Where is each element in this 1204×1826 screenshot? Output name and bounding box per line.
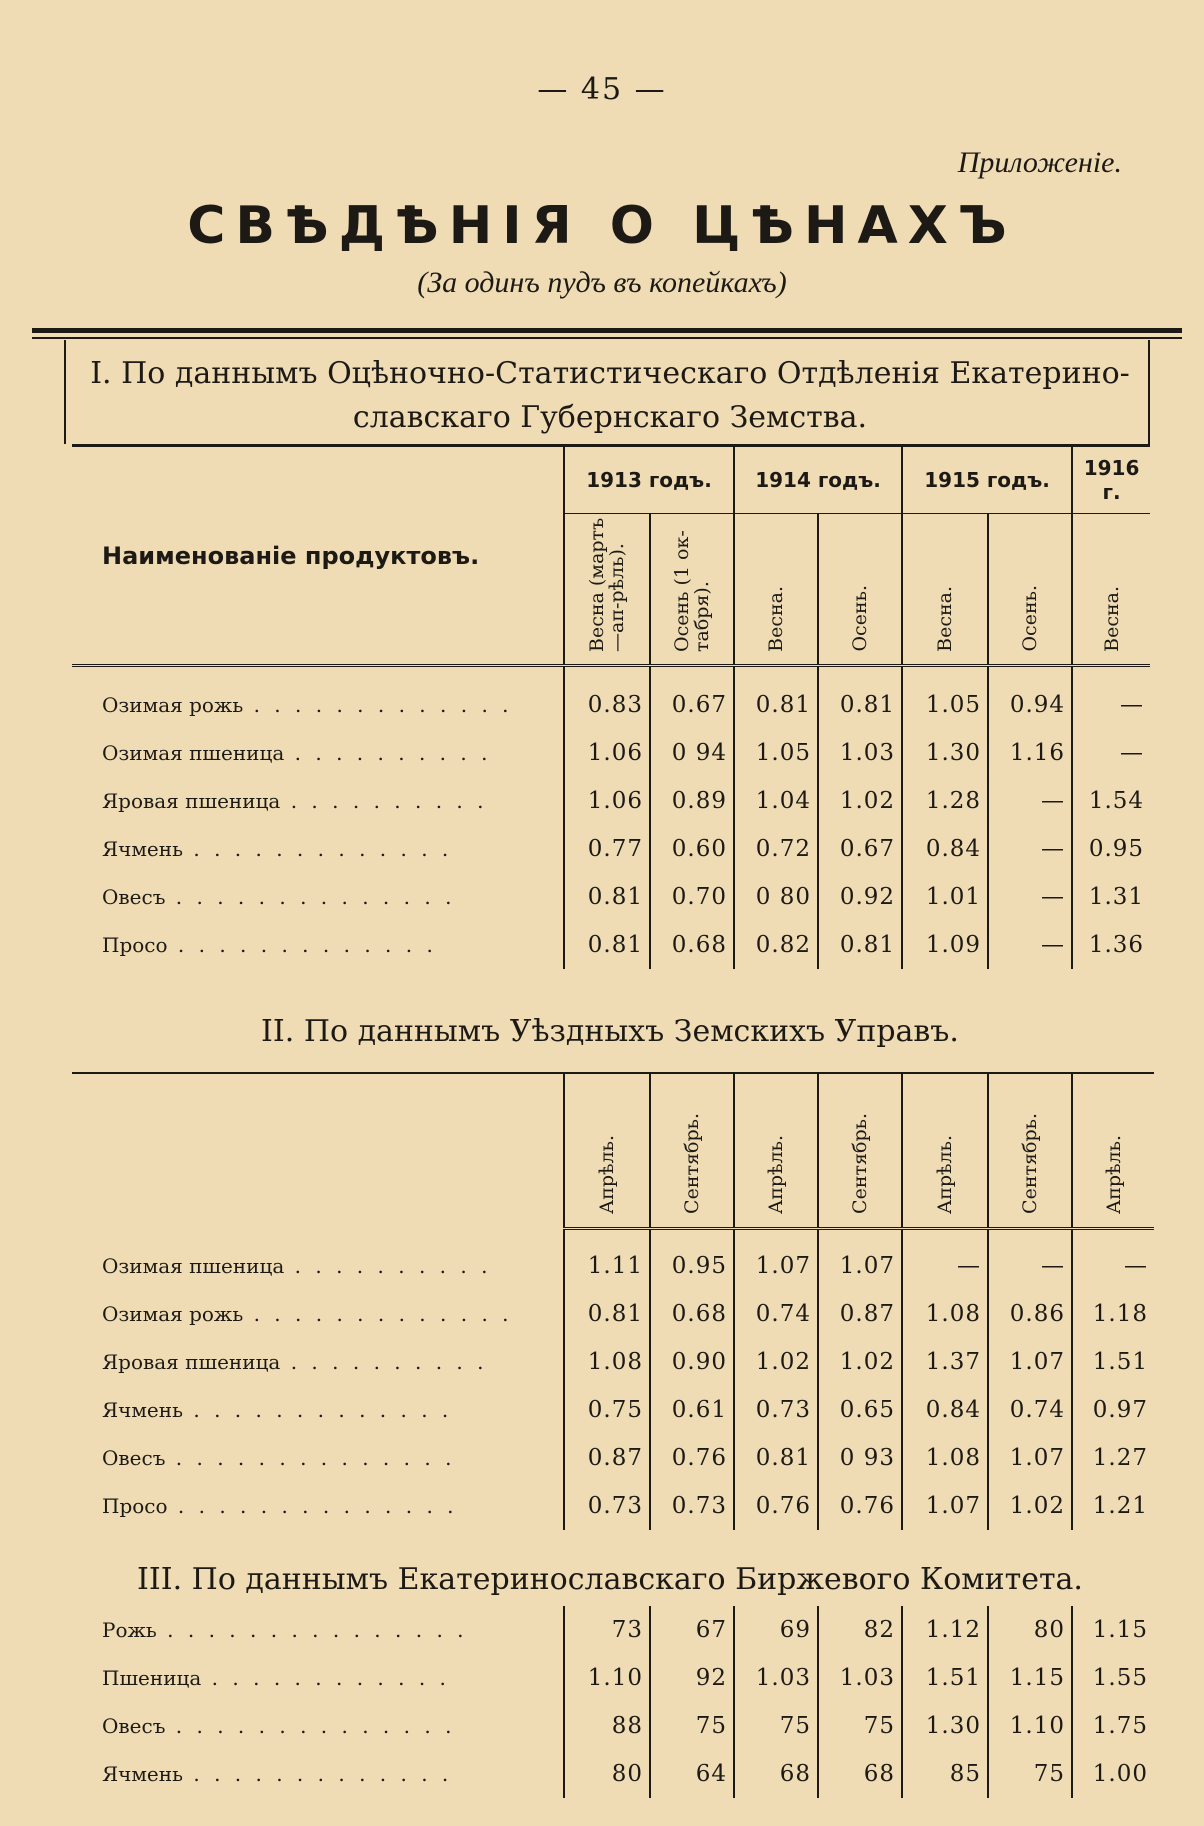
price-cell: 1.02 xyxy=(818,777,902,825)
price-cell: 0.75 xyxy=(564,1386,650,1434)
price-cell: 0.95 xyxy=(650,1242,734,1290)
price-cell: 0.90 xyxy=(650,1338,734,1386)
price-cell: — xyxy=(988,873,1072,921)
col-header: Осень. xyxy=(988,514,1072,666)
price-cell: 1.07 xyxy=(818,1242,902,1290)
price-cell: 1.27 xyxy=(1072,1434,1154,1482)
price-cell: 80 xyxy=(988,1606,1072,1654)
price-cell: 1.07 xyxy=(988,1338,1072,1386)
col-header: Весна. xyxy=(1072,514,1150,666)
top-rule xyxy=(32,328,1182,333)
price-cell: 1.10 xyxy=(988,1702,1072,1750)
price-cell: 1.07 xyxy=(734,1242,818,1290)
price-cell: 1.55 xyxy=(1072,1654,1154,1702)
product-name: Рожь . . . . . . . . . . . . . . . xyxy=(102,1618,468,1642)
price-cell: 0.81 xyxy=(564,1290,650,1338)
section1-title-line2: славскаго Губернскаго Земства. xyxy=(352,400,868,435)
price-cell: 0.81 xyxy=(734,681,818,729)
price-cell: 1.08 xyxy=(564,1338,650,1386)
appendix-label: Приложеніе. xyxy=(957,146,1122,179)
table-row xyxy=(72,1338,1154,1386)
blank-header-cell xyxy=(72,1073,564,1228)
price-cell: 0.76 xyxy=(650,1434,734,1482)
price-cell: 1.03 xyxy=(818,729,902,777)
price-cell: 0.92 xyxy=(818,873,902,921)
price-cell: 75 xyxy=(650,1702,734,1750)
product-name: Овесъ . . . . . . . . . . . . . . xyxy=(102,1446,456,1470)
price-cell: 0.74 xyxy=(734,1290,818,1338)
price-cell: 0.81 xyxy=(734,1434,818,1482)
price-cell: 1.51 xyxy=(902,1654,988,1702)
price-cell: 0.84 xyxy=(902,825,988,873)
price-cell: 1.21 xyxy=(1072,1482,1154,1530)
frame-left xyxy=(64,340,66,444)
price-cell: 1.08 xyxy=(902,1434,988,1482)
product-column-header: Наименованіе продуктовъ. xyxy=(72,446,564,666)
price-cell: 0.82 xyxy=(734,921,818,969)
price-cell: 0.94 xyxy=(988,681,1072,729)
table-row xyxy=(72,681,1150,729)
price-cell: 0.95 xyxy=(1072,825,1150,873)
price-cell: 0.77 xyxy=(564,825,650,873)
price-cell: 69 xyxy=(734,1606,818,1654)
price-cell: 1.36 xyxy=(1072,921,1150,969)
price-cell: 80 xyxy=(564,1750,650,1798)
year-header-1915: 1915 годъ. xyxy=(902,446,1072,514)
section3-table xyxy=(72,1606,1154,1798)
price-cell: 0 94 xyxy=(650,729,734,777)
price-cell: — xyxy=(988,921,1072,969)
price-cell: 0.87 xyxy=(818,1290,902,1338)
price-cell: 1.15 xyxy=(1072,1606,1154,1654)
section2-table xyxy=(72,1072,1154,1530)
price-cell: 0.61 xyxy=(650,1386,734,1434)
price-cell: 0.65 xyxy=(818,1386,902,1434)
price-cell: 0.68 xyxy=(650,1290,734,1338)
table-row xyxy=(72,1242,1154,1290)
table-row xyxy=(72,1750,1154,1798)
price-cell: — xyxy=(1072,1242,1154,1290)
price-cell: 1.51 xyxy=(1072,1338,1154,1386)
price-cell: 92 xyxy=(650,1654,734,1702)
price-cell: 1.06 xyxy=(564,777,650,825)
price-cell: 68 xyxy=(734,1750,818,1798)
product-name: Пшеница . . . . . . . . . . . . xyxy=(102,1666,450,1690)
page-subtitle: (За одинъ пудъ въ копейкахъ) xyxy=(417,266,787,299)
table-row xyxy=(72,873,1150,921)
col-header: Апрѣль. xyxy=(734,1073,818,1228)
price-cell: 1.07 xyxy=(902,1482,988,1530)
price-cell: 1.03 xyxy=(734,1654,818,1702)
section1-table xyxy=(72,444,1150,969)
col-header: Осень. xyxy=(818,514,902,666)
product-name: Яровая пшеница . . . . . . . . . . xyxy=(102,1350,488,1374)
price-cell: 1.15 xyxy=(988,1654,1072,1702)
price-cell: — xyxy=(988,825,1072,873)
table-row xyxy=(72,1434,1154,1482)
price-cell: 0.97 xyxy=(1072,1386,1154,1434)
price-cell: 0.81 xyxy=(564,873,650,921)
price-cell: 1.02 xyxy=(818,1338,902,1386)
col-header: Апрѣль. xyxy=(902,1073,988,1228)
product-name: Просо . . . . . . . . . . . . . xyxy=(102,933,437,957)
section1-title xyxy=(70,352,1150,440)
price-cell: 75 xyxy=(988,1750,1072,1798)
product-name: Ячмень . . . . . . . . . . . . . xyxy=(102,837,453,861)
price-cell: 1.05 xyxy=(902,681,988,729)
price-cell: 1.01 xyxy=(902,873,988,921)
price-cell: 82 xyxy=(818,1606,902,1654)
price-cell: 75 xyxy=(818,1702,902,1750)
price-cell: — xyxy=(988,1242,1072,1290)
product-name: Яровая пшеница . . . . . . . . . . xyxy=(102,789,488,813)
col-header: Апрѣль. xyxy=(1072,1073,1154,1228)
price-cell: 0.86 xyxy=(988,1290,1072,1338)
price-cell: 0.60 xyxy=(650,825,734,873)
price-cell: 1.16 xyxy=(988,729,1072,777)
product-name: Озимая рожь . . . . . . . . . . . . . xyxy=(102,693,513,717)
table-row xyxy=(72,1290,1154,1338)
table-row xyxy=(72,1702,1154,1750)
price-cell: 0.81 xyxy=(818,681,902,729)
price-cell: 1.08 xyxy=(902,1290,988,1338)
price-cell: 1.75 xyxy=(1072,1702,1154,1750)
price-cell: 1.03 xyxy=(818,1654,902,1702)
table-row xyxy=(72,777,1150,825)
price-cell: 75 xyxy=(734,1702,818,1750)
price-cell: 1.54 xyxy=(1072,777,1150,825)
section2-title: II. По даннымъ Уѣздныхъ Земскихъ Управъ. xyxy=(261,1014,959,1049)
product-name: Ячмень . . . . . . . . . . . . . xyxy=(102,1762,453,1786)
price-cell: 1.10 xyxy=(564,1654,650,1702)
col-header: Сентябрь. xyxy=(818,1073,902,1228)
col-header: Апрѣль. xyxy=(564,1073,650,1228)
page-number: — 45 — xyxy=(537,72,667,107)
product-name: Просо . . . . . . . . . . . . . . xyxy=(102,1494,458,1518)
col-header: Осень (1 ок-табря). xyxy=(650,514,734,666)
price-cell: 1.07 xyxy=(988,1434,1072,1482)
table-row xyxy=(72,1386,1154,1434)
price-cell: 1.02 xyxy=(988,1482,1072,1530)
price-cell: — xyxy=(1072,729,1150,777)
product-name: Озимая пшеница . . . . . . . . . . xyxy=(102,741,492,765)
col-header: Сентябрь. xyxy=(988,1073,1072,1228)
price-cell: 85 xyxy=(902,1750,988,1798)
top-rule-thin xyxy=(32,337,1182,339)
price-cell: 1.31 xyxy=(1072,873,1150,921)
table-row xyxy=(72,1654,1154,1702)
product-name: Овесъ . . . . . . . . . . . . . . xyxy=(102,1714,456,1738)
price-cell: 0.76 xyxy=(818,1482,902,1530)
price-cell: 1.18 xyxy=(1072,1290,1154,1338)
price-cell: 0.67 xyxy=(650,681,734,729)
col-header: Весна (мартъ—ап-рѣль). xyxy=(564,514,650,666)
page-title: СВѢДѢНІЯ О ЦѢНАХЪ xyxy=(187,196,1017,256)
price-cell: 0.89 xyxy=(650,777,734,825)
price-cell: 0.76 xyxy=(734,1482,818,1530)
price-cell: 0.67 xyxy=(818,825,902,873)
price-cell: 0.68 xyxy=(650,921,734,969)
price-cell: — xyxy=(1072,681,1150,729)
price-cell: 0 93 xyxy=(818,1434,902,1482)
price-cell: 1.12 xyxy=(902,1606,988,1654)
table-row xyxy=(72,825,1150,873)
price-cell: 0.74 xyxy=(988,1386,1072,1434)
price-cell: 0.84 xyxy=(902,1386,988,1434)
product-name: Овесъ . . . . . . . . . . . . . . xyxy=(102,885,456,909)
col-header: Весна. xyxy=(734,514,818,666)
price-cell: 0.87 xyxy=(564,1434,650,1482)
year-header-1914: 1914 годъ. xyxy=(734,446,902,514)
price-cell: 1.06 xyxy=(564,729,650,777)
table-row xyxy=(72,1482,1154,1530)
price-cell: 1.11 xyxy=(564,1242,650,1290)
product-name: Озимая рожь . . . . . . . . . . . . . xyxy=(102,1302,513,1326)
section3-title: III. По даннымъ Екатеринославскаго Биржевого Комитета. xyxy=(137,1562,1083,1597)
year-header-1913: 1913 годъ. xyxy=(564,446,734,514)
price-cell: 88 xyxy=(564,1702,650,1750)
product-name: Ячмень . . . . . . . . . . . . . xyxy=(102,1398,453,1422)
price-cell: 1.30 xyxy=(902,1702,988,1750)
price-cell: 1.30 xyxy=(902,729,988,777)
price-cell: 1.28 xyxy=(902,777,988,825)
price-cell: 0.81 xyxy=(818,921,902,969)
table-row xyxy=(72,921,1150,969)
price-cell: 0.81 xyxy=(564,921,650,969)
table-row xyxy=(72,1606,1154,1654)
price-cell: 73 xyxy=(564,1606,650,1654)
price-cell: — xyxy=(988,777,1072,825)
price-cell: 1.05 xyxy=(734,729,818,777)
section1-title-line1: I. По даннымъ Оцѣночно-Статистическаго Отдѣленія Екатерино- xyxy=(90,356,1130,391)
price-cell: 0.73 xyxy=(734,1386,818,1434)
price-cell: 1.37 xyxy=(902,1338,988,1386)
year-header-1916: 1916 г. xyxy=(1072,446,1150,514)
price-cell: 1.02 xyxy=(734,1338,818,1386)
table-row xyxy=(72,729,1150,777)
price-cell: 1.09 xyxy=(902,921,988,969)
price-cell: 0.73 xyxy=(564,1482,650,1530)
price-cell: 0 80 xyxy=(734,873,818,921)
price-cell: 0.73 xyxy=(650,1482,734,1530)
product-name: Озимая пшеница . . . . . . . . . . xyxy=(102,1254,492,1278)
price-cell: 68 xyxy=(818,1750,902,1798)
price-cell: 0.72 xyxy=(734,825,818,873)
col-header: Весна. xyxy=(902,514,988,666)
price-cell: 1.04 xyxy=(734,777,818,825)
price-cell: 0.70 xyxy=(650,873,734,921)
price-cell: 0.83 xyxy=(564,681,650,729)
col-header: Сентябрь. xyxy=(650,1073,734,1228)
price-cell: 67 xyxy=(650,1606,734,1654)
price-cell: 64 xyxy=(650,1750,734,1798)
price-cell: — xyxy=(902,1242,988,1290)
price-cell: 1.00 xyxy=(1072,1750,1154,1798)
